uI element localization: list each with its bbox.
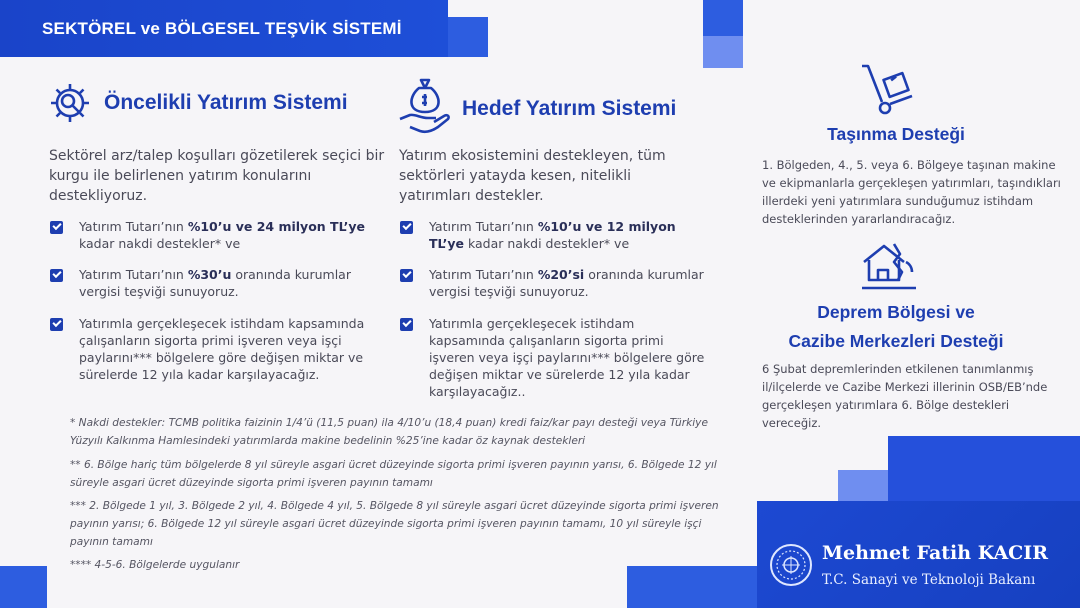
hedef-bullet-3: Yatırımla gerçekleşecek istihdam kapsamında çalışanların sigorta primi işveren veya işçi paylarını*** bölgelere göre değişen miktar ve sürelerde 12 yıla kadar karşılayacağız..: [400, 315, 710, 400]
hedef-lead: Yatırım ekosistemini destekleyen, tüm sektörleri yatayda kesen, nitelikli yatırımları destekler.: [399, 148, 666, 204]
hedef-title: Hedef Yatırım Sistemi: [462, 97, 677, 120]
ministry-seal-icon: [770, 544, 812, 586]
check-icon: [400, 221, 413, 234]
decor-square: [703, 0, 743, 36]
check-icon: [400, 269, 413, 282]
decor-square: [703, 36, 743, 68]
oncelikli-bullet-3: Yatırımla gerçekleşecek istihdam kapsamında çalışanların sigorta primi işveren veya işçi paylarını*** bölgelere göre değişen miktar ve sürelerde 12 yıla kadar karşılayacağız.: [50, 315, 370, 383]
earthquake-house-icon: [860, 240, 918, 294]
decor-block: [888, 436, 1080, 501]
oncelikli-bullet-1: Yatırım Tutarı’nın %10’u ve 24 milyon TL’ye kadar nakdi destekler* ve: [50, 218, 370, 252]
footnote-4: **** 4-5-6. Bölgelerde uygulanır: [70, 559, 240, 571]
footnote-2: ** 6. Bölge hariç tüm bölgelerde 8 yıl süreyle asgari ücret düzeyinde sigorta primi işveren payının yarısı, 6. Bölgede 12 yıl süreyle asgari ücret düzeyinde sigorta primi işveren payının tamamı: [70, 459, 717, 489]
footnote-3: *** 2. Bölgede 1 yıl, 3. Bölgede 2 yıl, 4. Bölgede 4 yıl, 5. Bölgede 8 yıl süreyle asgari ücret düzeyinde sigorta primi işveren payının yarısı; 6. Bölgede 12 yıl süreyle asgari ücret düzeyinde sigorta primi işveren payının tamamı, 10 yıl süreyle işçi payının tamamı: [70, 500, 719, 548]
hand-truck-icon: [858, 62, 916, 118]
hedef-bullet-1: Yatırım Tutarı’nın %10’u ve 12 milyon TL’ye kadar nakdi destekler* ve: [400, 218, 710, 252]
deprem-text: 6 Şubat depremlerinden etkilenen tanımlanmış il/ilçelerde ve Cazibe Merkezi illerinin OSB/EB’nde gerçekleşen yatırımlara 6. Bölge destekleri vereceğiz.: [762, 362, 1048, 430]
oncelikli-bullet-2: Yatırım Tutarı’nın %30’u oranında kurumlar vergisi teşviği sunuyoruz.: [50, 266, 370, 300]
minister-role: T.C. Sanayi ve Teknoloji Bakanı: [822, 572, 1036, 588]
decor-square: [448, 17, 488, 57]
tasinma-text: 1. Bölgeden, 4., 5. veya 6. Bölgeye taşınan makine ve ekipmanlarla gerçekleşen yatırımları, taşındıkları illerdeki yeni yatırımlara sunduğumuz istihdam desteklerinden yararlandıracağız.: [762, 158, 1061, 226]
check-icon: [50, 318, 63, 331]
check-icon: [400, 318, 413, 331]
check-icon: [50, 269, 63, 282]
decor-square: [0, 566, 47, 608]
tasinma-title: Taşınma Desteği: [827, 124, 965, 144]
oncelikli-lead: Sektörel arz/talep koşulları gözetilerek seçici bir kurgu ile belirlenen yatırım konularını destekliyoruz.: [49, 148, 385, 204]
decor-square: [838, 470, 888, 501]
page-title: SEKTÖREL ve BÖLGESEL TEŞVİK SİSTEMİ: [42, 19, 402, 38]
deprem-title-line1: Deprem Bölgesi ve: [817, 302, 975, 322]
oncelikli-title: Öncelikli Yatırım Sistemi: [104, 91, 348, 114]
gear-search-icon: [46, 79, 98, 129]
minister-name: Mehmet Fatih KACIR: [822, 542, 1048, 564]
hedef-bullet-2: Yatırım Tutarı’nın %20’si oranında kurumlar vergisi teşviği sunuyoruz.: [400, 266, 710, 300]
check-icon: [50, 221, 63, 234]
deprem-title-line2: Cazibe Merkezleri Desteği: [788, 331, 1004, 351]
hand-money-bag-icon: [397, 75, 453, 137]
footnote-1: * Nakdi destekler: TCMB politika faizinin 1/4’ü (11,5 puan) ila 4/10’u (18,4 puan) kredi faiz/kar payı desteği veya Türkiye Yüzyılı Kalkınma Hamlesindeki yatırımlarda makine bedelinin %25’ine kadar öz kaynak destekleri: [70, 417, 708, 447]
decor-square: [627, 566, 757, 608]
